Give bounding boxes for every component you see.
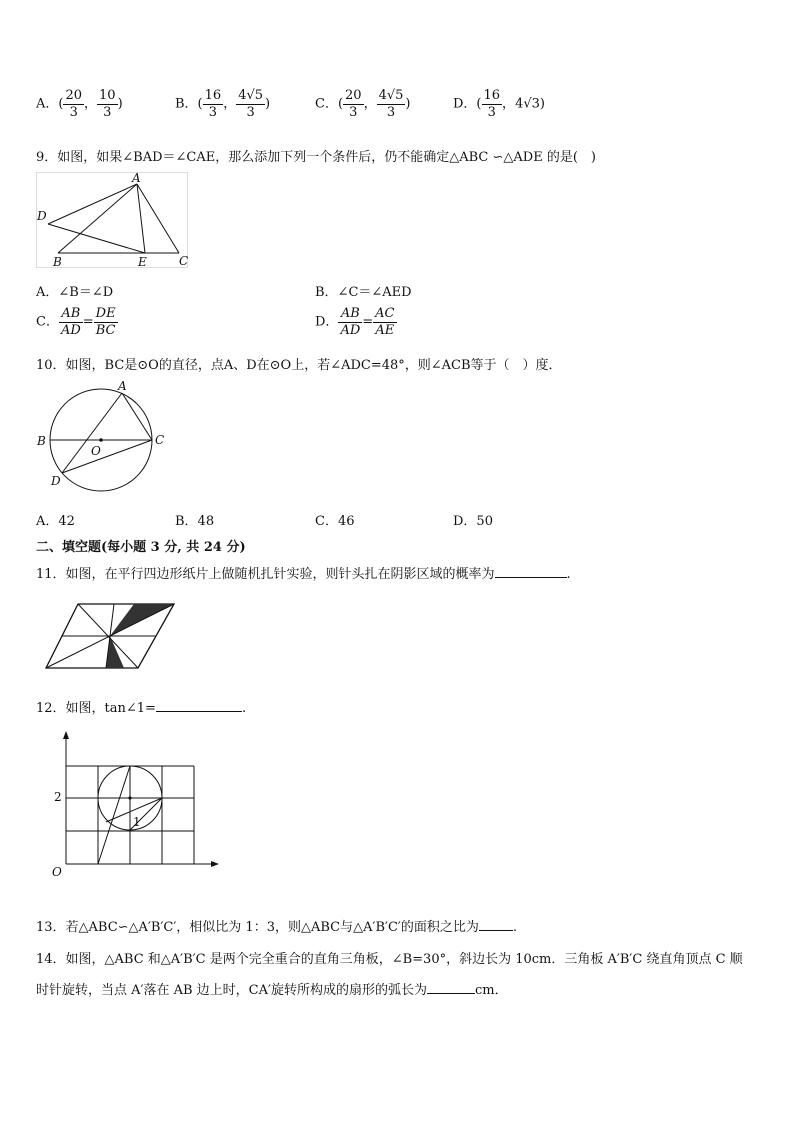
fraction: $\frac{16}{3}$ bbox=[483, 88, 501, 120]
q8-option-d[interactable]: D．( $\frac{16}{3}$ ，4√3) bbox=[453, 88, 545, 120]
point-b-label: B bbox=[37, 434, 46, 448]
shaded-region-bottom bbox=[106, 636, 124, 668]
point-a-label: A bbox=[118, 380, 127, 393]
q9-stem: 9．如图，如果∠BAD＝∠CAE，那么添加下列一个条件后，仍不能确定△ABC ∽△ADE 的是( ) bbox=[36, 150, 596, 165]
answer-blank[interactable] bbox=[479, 918, 513, 931]
fraction: $\frac{16}{3}$ bbox=[204, 88, 222, 120]
fraction: $\frac{AC}{AE}$ bbox=[375, 306, 395, 338]
q9-triangle-figure bbox=[36, 172, 188, 270]
q8-option-c[interactable]: C．( $\frac{20}{3}$ ， $\frac{4√5}{3}$ ) bbox=[315, 88, 411, 120]
q11-stem: 11．如图，在平行四边形纸片上做随机扎针实验，则针头扎在阴影区域的概率为 . bbox=[36, 567, 571, 582]
answer-blank[interactable] bbox=[495, 565, 567, 578]
segment-ab bbox=[58, 184, 137, 253]
q10-option-c[interactable]: C．46 bbox=[315, 514, 355, 529]
origin-label: O bbox=[52, 865, 62, 879]
center-point bbox=[128, 796, 131, 799]
q9-option-b[interactable]: B．∠C＝∠AED bbox=[315, 285, 412, 300]
fraction: $\frac{DE}{BC}$ bbox=[95, 306, 116, 338]
x-axis-arrow bbox=[211, 861, 219, 867]
point-d-label: D bbox=[51, 474, 61, 488]
q8-option-a[interactable]: A．( $\frac{20}{3}$ ， $\frac{10}{3}$ ) bbox=[36, 88, 123, 120]
q9-option-d[interactable]: D． $\frac{AB}{AD}$ = $\frac{AC}{AE}$ bbox=[315, 306, 395, 338]
q14-line1: 14．如图，△ABC 和△A′B′C 是两个完全重合的直角三角板，∠B=30°，斜边长为 10cm．三角板 A′B′C 绕直角顶点 C 顺 bbox=[36, 952, 743, 967]
q10-option-d[interactable]: D．50 bbox=[453, 514, 493, 529]
q9-option-c[interactable]: C． $\frac{AB}{AD}$ = $\frac{DE}{BC}$ bbox=[36, 306, 116, 338]
answer-blank[interactable] bbox=[156, 699, 242, 712]
q10-option-a[interactable]: A．42 bbox=[36, 514, 75, 529]
fraction: $\frac{20}{3}$ bbox=[345, 88, 362, 120]
q10-stem: 10．如图，BC是⊙O的直径，点A、D在⊙O上，若∠ADC=48°，则∠ACB等于（ ）度． bbox=[36, 358, 562, 373]
section-heading: 二、填空题(每小题 3 分, 共 24 分) bbox=[36, 540, 246, 555]
angle-1-label: 1 bbox=[133, 815, 141, 829]
q10-circle-figure bbox=[34, 380, 174, 492]
y-axis-arrow bbox=[63, 731, 69, 739]
point-o-label: O bbox=[91, 444, 101, 458]
q9-option-a[interactable]: A．∠B＝∠D bbox=[36, 285, 114, 300]
fraction: $\frac{20}{3}$ bbox=[65, 88, 83, 120]
y-tick-2: 2 bbox=[54, 790, 62, 804]
grid-lines bbox=[66, 766, 194, 864]
point-e-label: E bbox=[138, 255, 147, 269]
q10-option-b[interactable]: B．48 bbox=[175, 514, 215, 529]
segment-ad bbox=[62, 393, 122, 473]
q11-parallelogram-figure bbox=[42, 598, 178, 672]
center-point bbox=[99, 438, 103, 442]
fraction: $\frac{10}{3}$ bbox=[99, 88, 116, 120]
segment-dc bbox=[62, 440, 152, 473]
fraction: $\frac{4√5}{3}$ bbox=[378, 88, 404, 120]
q13-stem: 13．若△ABC∽△A′B′C′，相似比为 1：3，则△ABC与△A′B′C′的面积之比为 . bbox=[36, 920, 517, 935]
point-d-label: D bbox=[37, 209, 47, 223]
fraction: $\frac{AB}{AD}$ bbox=[340, 306, 361, 338]
q12-grid-figure bbox=[44, 730, 224, 880]
point-c-label: C bbox=[179, 254, 188, 268]
q8-option-b[interactable]: B．( $\frac{16}{3}$ ， $\frac{4√5}{3}$ ) bbox=[175, 88, 271, 120]
point-c-label: C bbox=[155, 433, 165, 447]
fraction: $\frac{AB}{AD}$ bbox=[60, 306, 81, 338]
segment-ad bbox=[48, 184, 137, 224]
q14-line2: 时针旋转，当点 A′落在 AB 边上时，CA′旋转所构成的扇形的弧长为 cm． bbox=[36, 983, 508, 998]
q12-stem: 12．如图，tan∠1= . bbox=[36, 701, 247, 716]
answer-blank[interactable] bbox=[427, 981, 475, 994]
point-b-label: B bbox=[53, 255, 62, 269]
segment-ac bbox=[122, 393, 152, 440]
point-a-label: A bbox=[132, 172, 141, 185]
fraction: $\frac{4√5}{3}$ bbox=[238, 88, 264, 120]
